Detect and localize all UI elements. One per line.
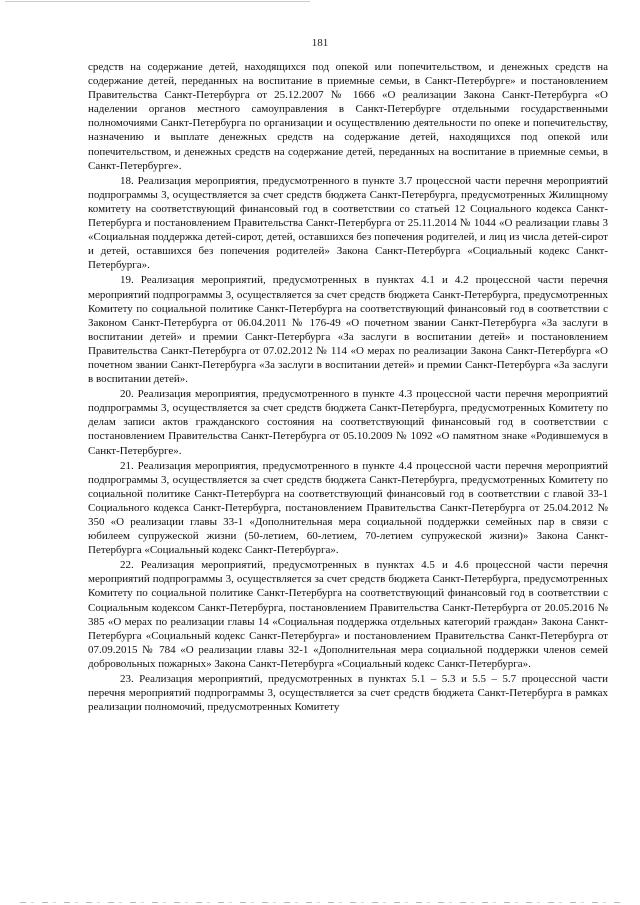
scan-artifact-top — [5, 1, 310, 2]
paragraph-21: 21. Реализация мероприятия, предусмотренного в пункте 4.4 процессной части перечня мероприятий подпрограммы 3, осуществляется за счет средств бюджета Санкт-Петербурга, предусмотренных Комитету по социальной политике Санкт-Петербурга на соответствующий финансовый год в соответствии с главой 33-1 Социального кодекса Санкт-Петербурга, постановлением Правительства Санкт-Петербурга от 25.04.2012 № 350 «О реализации главы 33-1 «Дополнительная мера социальной поддержки семейных пар в связи с юбилеем супружеской жизни (50-летием, 60-летием, 70-летием супружеской жизни)» Закона Санкт-Петербурга «Социальный кодекс Санкт-Петербурга». — [88, 459, 608, 557]
paragraph-18: 18. Реализация мероприятия, предусмотренного в пункте 3.7 процессной части перечня мероприятий подпрограммы 3, осуществляется за счет средств бюджета Санкт-Петербурга, предусмотренных Жилищному комитету на соответствующий финансовый год в соответствии со статьей 12 Социального кодекса Санкт-Петербурга и постановлением Правительства Санкт-Петербурга от 25.11.2014 № 1044 «О реализации главы 3 «Социальная поддержка детей-сирот, детей, оставшихся без попечения родителей, и лиц из числа детей-сирот и детей, оставшихся без попечения родителей» Закона Санкт-Петербурга «Социальный кодекс Санкт-Петербурга». — [88, 174, 608, 272]
paragraph-23: 23. Реализация мероприятий, предусмотренных в пунктах 5.1 – 5.3 и 5.5 – 5.7 процессной части перечня мероприятий подпрограммы 3, осуществляется за счет средств бюджета Санкт-Петербурга в рамках реализации полномочий, предусмотренных Комитету — [88, 673, 608, 714]
paragraph-20: 20. Реализация мероприятия, предусмотренного в пункте 4.3 процессной части перечня мероприятий подпрограммы 3, осуществляется за счет средств бюджета Санкт-Петербурга, предусмотренных Комитету по делам записи актов гражданского состояния на соответствующий финансовый год в соответствии с постановлением Правительства Санкт-Петербурга от 05.10.2009 № 1092 «О памятном знаке «Родившемуся в Санкт-Петербурге». — [88, 388, 608, 457]
scan-artifact-bottom — [20, 902, 620, 903]
paragraph-continuation: средств на содержание детей, находящихся под опекой или попечительством, и денежных средств на содержание детей, переданных на воспитание в приемные семьи, в Санкт-Петербурге» и постановлением Правительства Санкт-Петербурга от 25.12.2007 № 1666 «О реализации Закона Санкт-Петербурга «О наделении органов местного самоуправления в Санкт-Петербурге отдельными государственными полномочиями Санкт-Петербурга по организации и осуществлению деятельности по опеке и попечительству, назначению и выплате денежных средств на содержание детей, находящихся под опекой или попечительством, и денежных средств на содержание детей, переданных на воспитание в приемные семьи, в Санкт-Петербурге». — [88, 61, 608, 172]
page-number: 181 — [311, 37, 329, 49]
paragraph-19: 19. Реализация мероприятий, предусмотренных в пунктах 4.1 и 4.2 процессной части перечня мероприятий подпрограммы 3, осуществляется за счет средств бюджета Санкт-Петербурга, предусмотренных Комитету по социальной политике Санкт-Петербурга на соответствующий финансовый год в соответствии с Законом Санкт-Петербурга от 06.04.2011 № 176-49 «О почетном звании Санкт-Петербурга «За заслуги в воспитании детей» и премии Санкт-Петербурга «За заслуги в воспитании детей» и постановлением Правительства Санкт-Петербурга от 07.02.2012 № 114 «О мерах по реализации Закона Санкт-Петербурга «О почетном звании Санкт-Петербурга «За заслуги в воспитании детей» и премии Санкт-Петербурга «За заслуги в воспитании детей». — [88, 274, 608, 386]
paragraph-22: 22. Реализация мероприятий, предусмотренных в пунктах 4.5 и 4.6 процессной части перечня мероприятий подпрограммы 3, осуществляется за счет средств бюджета Санкт-Петербурга, предусмотренных Комитету по социальной политике Санкт-Петербурга на соответствующий финансовый год в соответствии с Социальным кодексом Санкт-Петербурга, постановлением Правительства Санкт-Петербурга от 20.05.2016 № 385 «О мерах по реализации главы 14 «Социальная поддержка отдельных категорий граждан» Закона Санкт-Петербурга «Социальный кодекс Санкт-Петербурга» и постановлением Правительства Санкт-Петербурга от 07.09.2015 № 784 «О реализации главы 32-1 «Дополнительная мера социальной поддержки членов семей добровольных пожарных» Закона Санкт-Петербурга «Социальный кодекс Санкт-Петербурга». — [88, 559, 608, 670]
document-body — [88, 60, 608, 714]
